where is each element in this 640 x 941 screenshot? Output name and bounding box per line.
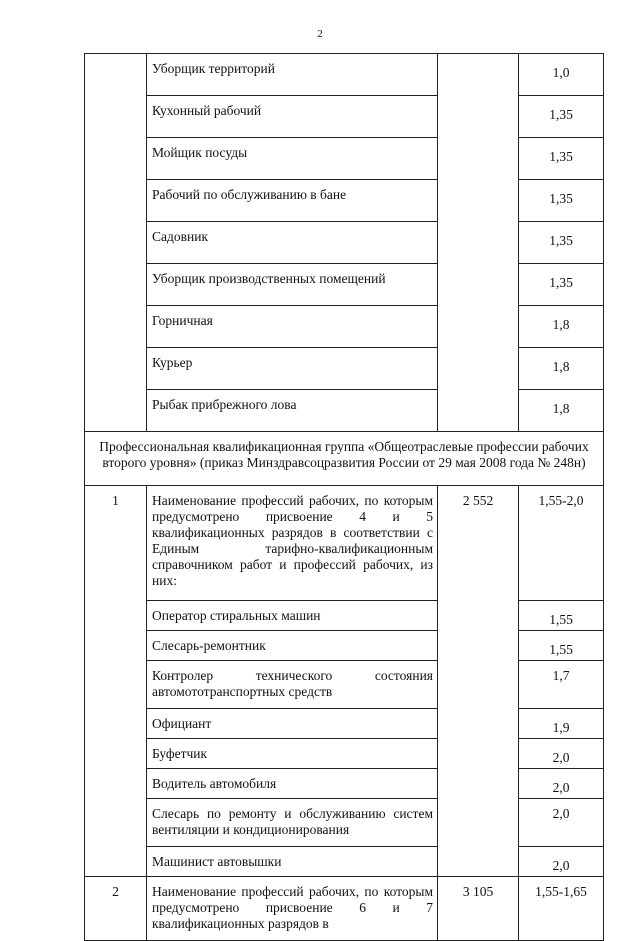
table-row (85, 631, 604, 661)
profession-name: Слесарь-ремонтник (147, 631, 438, 661)
level-number: 2 (85, 877, 147, 941)
table-row (85, 180, 604, 222)
coefficient: 1,8 (519, 390, 604, 432)
profession-name: Уборщик территорий (147, 54, 438, 96)
table-row (85, 661, 604, 709)
salary-coefficients-table (84, 53, 604, 941)
coefficient: 1,35 (519, 180, 604, 222)
level-number-cell (85, 54, 147, 432)
profession-name: Кухонный рабочий (147, 96, 438, 138)
coefficient: 1,7 (519, 661, 604, 709)
profession-name: Контролер технического состояния автомототранспортных средств (147, 661, 438, 709)
coefficient: 1,8 (519, 348, 604, 390)
level-description: Наименование профессий рабочих, по которым предусмотрено присвоение 4 и 5 квалификационных разрядов в соответствии с Единым тарифно-квалификационным справочником работ и профессий рабочих, из них: (147, 486, 438, 601)
table-row (85, 138, 604, 180)
coefficient: 1,8 (519, 306, 604, 348)
table-row (85, 306, 604, 348)
profession-name: Машинист автовышки (147, 847, 438, 877)
table-row (85, 847, 604, 877)
coefficient: 1,35 (519, 264, 604, 306)
coefficient: 1,35 (519, 222, 604, 264)
table-row (85, 739, 604, 769)
profession-name: Буфетчик (147, 739, 438, 769)
table-row (85, 390, 604, 432)
salary-value: 2 552 (438, 486, 519, 877)
coefficient: 2,0 (519, 847, 604, 877)
profession-name: Уборщик производственных помещений (147, 264, 438, 306)
coefficient: 1,0 (519, 54, 604, 96)
profession-name: Рабочий по обслуживанию в бане (147, 180, 438, 222)
table-row (85, 96, 604, 138)
coefficient-range: 1,55-2,0 (519, 486, 604, 601)
table-row (85, 348, 604, 390)
profession-name: Садовник (147, 222, 438, 264)
table-row (85, 709, 604, 739)
table-row (85, 799, 604, 847)
table-row (85, 601, 604, 631)
profession-name: Курьер (147, 348, 438, 390)
profession-name: Горничная (147, 306, 438, 348)
group-header: Профессиональная квалификационная группа «Общеотраслевые профессии рабочих второго уровня» (приказ Минздравсоцразвития России от 29 мая 2008 года № 248н) (85, 432, 604, 486)
coefficient: 2,0 (519, 739, 604, 769)
table-row (85, 54, 604, 96)
table-row (85, 222, 604, 264)
page-number: 2 (317, 28, 323, 40)
profession-name: Официант (147, 709, 438, 739)
table-row (85, 769, 604, 799)
coefficient: 1,9 (519, 709, 604, 739)
table-row (85, 264, 604, 306)
salary-cell (438, 54, 519, 432)
profession-name: Рыбак прибрежного лова (147, 390, 438, 432)
coefficient: 1,35 (519, 138, 604, 180)
profession-name: Мойщик посуды (147, 138, 438, 180)
coefficient-range: 1,55-1,65 (519, 877, 604, 941)
coefficient: 2,0 (519, 799, 604, 847)
profession-name: Оператор стиральных машин (147, 601, 438, 631)
profession-name: Слесарь по ремонту и обслуживанию систем вентиляции и кондиционирования (147, 799, 438, 847)
salary-value: 3 105 (438, 877, 519, 941)
profession-name: Водитель автомобиля (147, 769, 438, 799)
coefficient: 2,0 (519, 769, 604, 799)
coefficient: 1,35 (519, 96, 604, 138)
level-number: 1 (85, 486, 147, 877)
coefficient: 1,55 (519, 631, 604, 661)
level-description: Наименование профессий рабочих, по которым предусмотрено присвоение 6 и 7 квалификационных разрядов в (147, 877, 438, 941)
group-header-row (85, 432, 604, 486)
level-row (85, 877, 604, 941)
level-row (85, 486, 604, 601)
coefficient: 1,55 (519, 601, 604, 631)
